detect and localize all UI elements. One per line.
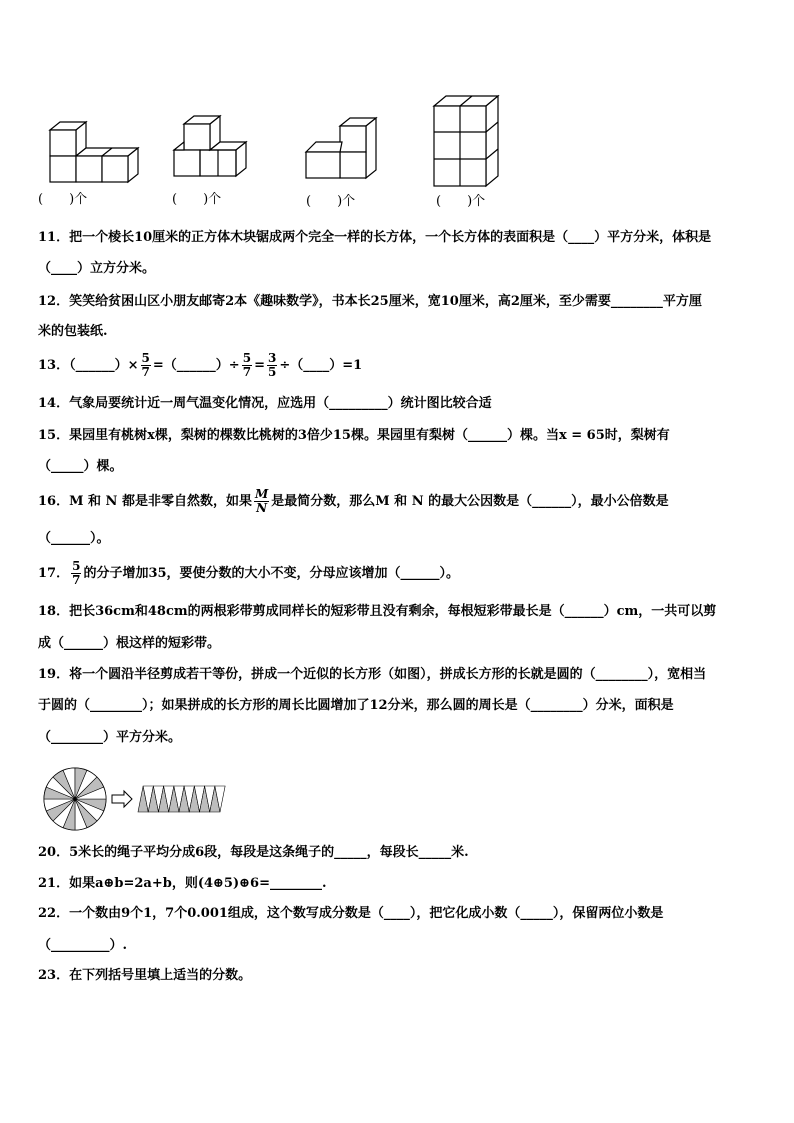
q12-line1: 12．笑笑给贫困山区小朋友邮寄2本《趣味数学》，书本长25厘米，宽10厘米，高2厘米，至少需要________平方厘 <box>38 294 702 309</box>
q19-line2: 于圆的（________）；如果拼成的长方形的周长比圆增加了12分米，那么圆的周长是（________）分米，面积是 <box>38 698 674 713</box>
cube-figure-3 <box>306 118 376 178</box>
q11-line1: 11．把一个棱长10厘米的正方体木块锯成两个完全一样的长方体，一个长方体的表面积是（____）平方分米，体积是 <box>38 230 712 245</box>
q15-line1: 15．果园里有桃树x棵，梨树的棵数比桃树的3倍少15棵。果园里有梨树（______）棵。当x = 65时，梨树有 <box>38 428 670 443</box>
q17-line1: 17． $\frac{5}{7}$ 的分子增加35，要使分数的大小不变，分母应该增加（______）。 <box>38 559 460 587</box>
q13-fraction-a: $\frac{5}{7}$ <box>141 351 150 379</box>
approximate-rectangle <box>138 786 225 812</box>
q22-line1: 22．一个数由9个1，7个0.001组成，这个数写成分数是（____），把它化成小数（_____），保留两位小数是 <box>38 906 664 921</box>
q15-line2: （_____）棵。 <box>38 459 123 474</box>
q16-fraction: $\frac{M}{N}$ <box>254 487 269 515</box>
circle-to-rectangle-figure <box>40 764 240 834</box>
q16-line1: 16．M 和 N 都是非零自然数，如果 $\frac{M}{N}$ 是最简分数，那么M 和 N 的最大公因数是（______），最小公倍数是 <box>38 487 669 515</box>
q17-fraction: $\frac{5}{7}$ <box>72 559 81 587</box>
q13-fraction-b: $\frac{5}{7}$ <box>242 351 252 379</box>
cube-count-label-4: ( )个 <box>436 194 486 209</box>
q13-fraction-c: $\frac{3}{5}$ <box>267 351 277 379</box>
q13-line: 13．（______）× $\frac{5}{7}$ =（______）÷ $\frac{5}{7}$ = $\frac{3}{5}$ ÷（____）=1 <box>38 351 363 379</box>
q21-line1: 21．如果a⊕b=2a+b，则(4⊕5)⊕6=________. <box>38 876 327 891</box>
q11-line2: （____）立方分米。 <box>38 261 156 276</box>
q22-line2: （_________）. <box>38 938 128 953</box>
cube-count-label-3: ( )个 <box>306 194 356 209</box>
q23-line1: 23．在下列括号里填上适当的分数。 <box>38 968 252 983</box>
cube-figure-2 <box>174 116 246 176</box>
cube-count-label-1: ( )个 <box>38 192 88 207</box>
cube-figure-4 <box>434 96 498 186</box>
q18-line1: 18．把长36cm和48cm的两根彩带剪成同样长的短彩带且没有剩余，每根短彩带最长是（______）cm，一共可以剪 <box>38 604 717 619</box>
cube-count-label-2: ( )个 <box>172 192 222 207</box>
q16-line2: （______）。 <box>38 531 110 546</box>
cube-figure-1 <box>50 122 138 182</box>
q20-line1: 20．5米长的绳子平均分成6段，每段是这条绳子的_____，每段长_____米. <box>38 845 469 860</box>
q13-blank-1: （______） <box>69 358 128 373</box>
q14-line1: 14．气象局要统计近一周气温变化情况，应选用（_________）统计图比较合适 <box>38 396 492 411</box>
q19-line1: 19．将一个圆沿半径剪成若干等份，拼成一个近似的长方形（如图），拼成长方形的长就是圆的（________），宽相当 <box>38 667 707 682</box>
q12-line2: 米的包装纸. <box>38 324 108 339</box>
q13-number: 13． <box>38 358 70 373</box>
sectored-circle <box>44 768 106 830</box>
q13-times: × <box>127 358 139 373</box>
q13-blank-3: （____） <box>290 358 343 373</box>
q19-line3: （________）平方分米。 <box>38 730 182 745</box>
arrow-icon <box>112 791 132 807</box>
q18-line2: 成（______）根这样的短彩带。 <box>38 636 221 651</box>
cube-figures <box>0 0 794 220</box>
q13-blank-2: （______） <box>163 358 229 373</box>
